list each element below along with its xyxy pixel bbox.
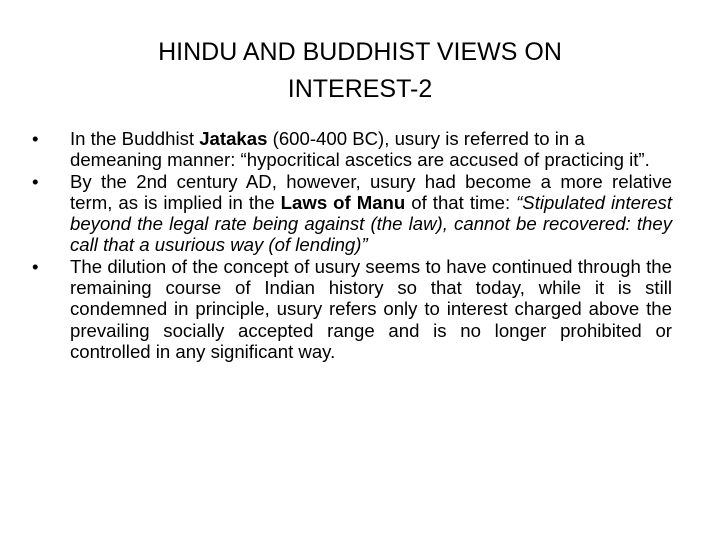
bullet-icon: • (32, 128, 39, 149)
bullet-text-laws-of-manu (70, 171, 672, 256)
slide-title-line-2: INTEREST-2 (287, 75, 433, 103)
bullet-2-bold-term: Laws of Manu (280, 191, 406, 213)
bullet-2-quote: “Stipulated interest beyond the legal rate being against (the law), cannot be recovered: they call that a usurious way (of lending)” (70, 191, 672, 256)
bullet-icon: • (32, 170, 39, 192)
bullet-1-text-end: (600-400 BC), usury is referred to in a demeaning manner: “hypocritical ascetics are accused of practicing it”. (70, 128, 650, 171)
slide-title (60, 34, 660, 108)
bullet-2-text-middle: of that time: (405, 191, 517, 213)
bullet-1-text-start: In the Buddhist (70, 128, 200, 149)
bullet-list (32, 128, 672, 362)
bullet-item-laws-of-manu (32, 171, 672, 256)
bullet-icon: • (32, 255, 39, 277)
bullet-2-text-start: By the 2nd century AD, however, usury had become a more relative term, as is implied in the (70, 170, 672, 213)
bullet-1-bold-term: Jatakas (199, 128, 268, 149)
slide-title-line-1: HINDU AND BUDDHIST VIEWS ON (158, 38, 562, 66)
bullet-text-usury-dilution: The dilution of the concept of usury seems to have continued through the remaining course of Indian history so that today, while it is still condemned in principle, usury refers only to interest charged above the prevailing socially accepted range and is no longer prohibited or controlled in any significant way. (70, 255, 672, 362)
bullet-text-jatakas (70, 128, 672, 171)
bullet-item-usury-dilution (32, 256, 672, 362)
bullet-item-jatakas (32, 128, 672, 171)
